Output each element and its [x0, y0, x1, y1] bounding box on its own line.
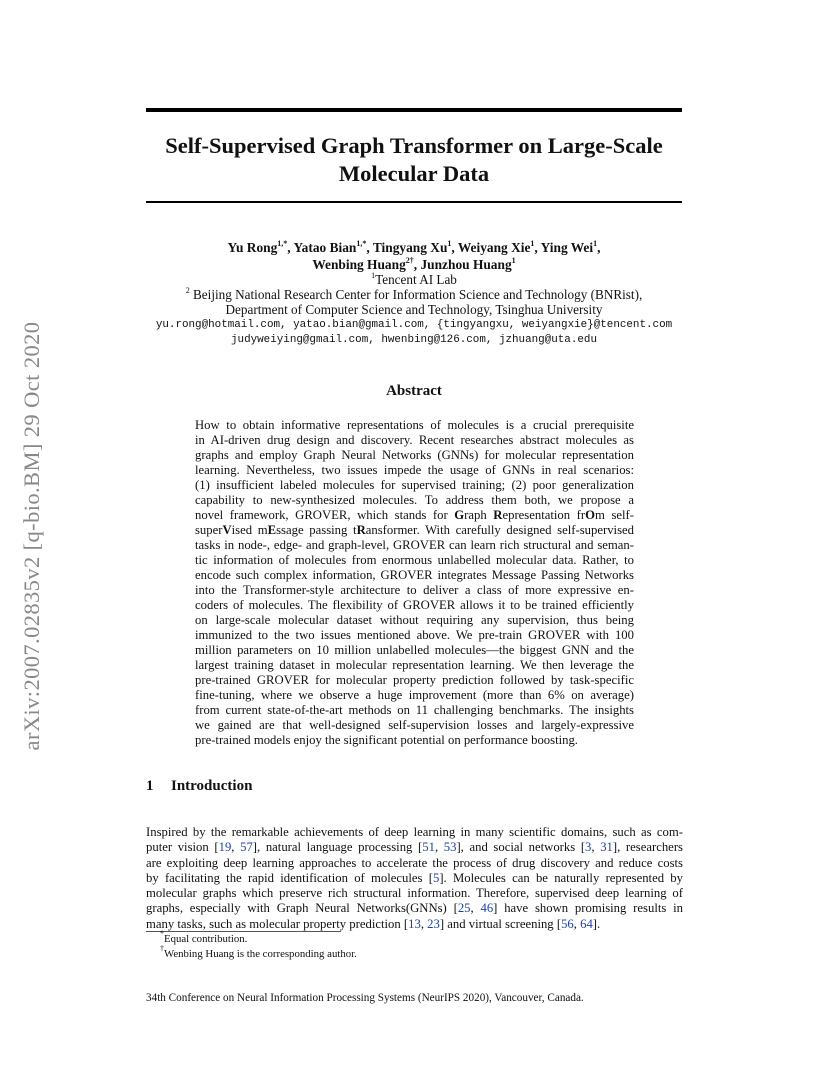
citation-link[interactable]: 3 [585, 840, 592, 855]
abstract-line: from current state-of-the-art methods on 11 challenging benchmarks. The insights [195, 703, 634, 717]
title-rule-bottom [146, 201, 682, 203]
abstract-line: tasks in node-, edge- and graph-level, GROVER can learn rich structural and seman- [195, 538, 634, 552]
author-emails-line-2: judyweiying@gmail.com, hwenbing@126.com, jzhuang@uta.edu [231, 334, 597, 346]
abstract-line: novel framework, GROVER, which stands for Graph Representation frOm self- [195, 508, 634, 522]
abstract-line: into the Transformer-style architecture to deliver a class of more expressive en- [195, 583, 634, 597]
citation-link[interactable]: 5 [432, 870, 440, 885]
author-affiliation-mark: 1,* [277, 238, 288, 248]
acronym-letter: E [267, 523, 277, 537]
citation-link[interactable]: 31 [600, 840, 613, 855]
abstract-line: superVised mEssage passing tRansformer. With carefully designed self-supervised [195, 523, 634, 537]
abstract-line: tic information of molecules from enormous unlabelled molecular data. Rather, to [195, 553, 634, 567]
abstract-line: coders of molecules. The flexibility of GROVER allows it to be trained efficiently [195, 598, 634, 612]
abstract-line: (1) insufficient labeled molecules for supervised training; (2) poor generalization [195, 478, 634, 492]
title-line-1: Self-Supervised Graph Transformer on Large-Scale [165, 133, 663, 158]
author-name: Wenbing Huang [312, 257, 406, 272]
author-line-2: Wenbing Huang$^{2\dagger}$, Junzhou Huang$^1$ [312, 255, 516, 272]
author-list [120, 239, 708, 273]
abstract-line: pre-trained models enjoy the significant potential on performance boosting. [195, 733, 578, 747]
introduction-line: puter vision [19, 57], natural language processing [51, 53], and social networks [3, 31], researchers [146, 840, 683, 855]
citation-link[interactable]: 51 [422, 840, 435, 855]
abstract-line: in AI-driven drug design and discovery. Recent researches abstract molecules as [195, 433, 634, 447]
affiliation-name: Beijing National Research Center for Information Science and Technology (BNRist), [193, 287, 643, 302]
affiliation-2-line-2: Department of Computer Science and Technology, Tsinghua University [225, 302, 603, 317]
abstract-line: million parameters on 10 million unlabelled molecules—the biggest GNN and the [195, 643, 634, 657]
introduction-line: many tasks, such as molecular property prediction [13, 23] and virtual screening [56, 64]. [146, 916, 601, 931]
citation-link[interactable]: 19 [218, 840, 232, 855]
abstract-line: graphs and employ Graph Neural Networks (GNNs) for molecular representation [195, 448, 634, 462]
author-name: Yatao Bian [293, 240, 357, 255]
abstract-line: capability to new-synthesized molecules. To address them both, we propose a [195, 493, 634, 507]
footnote-corresponding-author [160, 944, 357, 961]
acronym-letter: R [493, 508, 503, 522]
citation-link[interactable]: 64 [580, 916, 593, 931]
affiliation-mark: 1 [371, 270, 376, 280]
arxiv-identifier: arXiv:2007.02835v2 [q-bio.BM] 29 Oct 2020 [19, 321, 44, 751]
section-title: Introduction [171, 778, 253, 794]
citation-link[interactable]: 25 [457, 901, 471, 916]
section-heading-introduction [146, 778, 252, 795]
author-name: Junzhou Huang [420, 257, 512, 272]
author-name: Weiyang Xie [457, 240, 531, 255]
footnote-mark: * [160, 929, 164, 939]
introduction-line: are exploiting deep learning approaches to accelerate the process of drug discovery and reduce costs [146, 855, 683, 870]
author-affiliation-mark: 2† [405, 255, 414, 265]
abstract-line: learning. Nevertheless, two issues impede the usage of GNNs in real scenarios: [195, 463, 634, 477]
title-line-2: Molecular Data [338, 161, 490, 186]
abstract-heading: Abstract [386, 383, 442, 399]
footnote-text: Equal contribution. [164, 933, 248, 945]
section-number: 1 [146, 778, 154, 794]
citation-link[interactable]: 57 [240, 840, 253, 855]
introduction-line: by facilitating the rapid identification of molecules [5]. Molecules can be naturally represented by [146, 870, 683, 885]
introduction-line: Inspired by the remarkable achievements of deep learning in many scientific domains, such as com- [146, 825, 683, 839]
abstract-line: fine-tuning, where we observe a huge improvement (more than 6% on average) [195, 688, 634, 702]
affiliation-1 [120, 272, 708, 287]
abstract-line: we gained are that well-designed self-supervision losses and largely-expressive [195, 718, 634, 732]
affiliation-name: Tencent AI Lab [375, 272, 457, 287]
affiliation-mark: 2 [185, 285, 190, 295]
acronym-letter: O [585, 508, 596, 522]
citation-link[interactable]: 13 [408, 916, 421, 931]
acronym-letter: R [356, 523, 366, 537]
author-line-1: Yu Rong$^{1,*}$, Yatao Bian$^{1,*}$, Tingyang Xu$^1$, Weiyang Xie$^1$, Ying Wei$^1$, [227, 238, 601, 255]
abstract-line: pre-trained GROVER for molecular property prediction followed by task-specific [195, 673, 634, 687]
author-affiliation-mark: 1,* [356, 238, 367, 248]
acronym-letter: G [454, 508, 465, 522]
introduction-line: molecular graphs which preserve rich structural information. Therefore, supervised deep learning of [146, 886, 683, 901]
author-name: Tingyang Xu [372, 240, 448, 255]
citation-link[interactable]: 56 [561, 916, 574, 931]
acronym-letter: V [222, 523, 232, 537]
conference-footer: 34th Conference on Neural Information Processing Systems (NeurIPS 2020), Vancouver, Canada. [146, 992, 584, 1004]
author-emails-line-1: yu.rong@hotmail.com, yatao.bian@gmail.com, {tingyangxu, weiyangxie}@tencent.com [155, 319, 673, 331]
footnote-equal-contribution [160, 929, 248, 946]
author-name: Ying Wei [540, 240, 594, 255]
abstract-line: largest training dataset in molecular representation learning. We then leverage the [195, 658, 634, 672]
author-affiliation-mark: 1 [530, 238, 535, 248]
author-name: Yu Rong [227, 240, 278, 255]
footnote-mark: † [160, 944, 164, 954]
introduction-line: graphs, especially with Graph Neural Networks(GNNs) [25, 46] have shown promising results in [146, 901, 683, 916]
footnote-rule [146, 931, 341, 932]
abstract-line: on large-scale molecular dataset without requiring any supervision, thus being [195, 613, 634, 627]
abstract-line: immunized to the two issues mentioned above. We pre-train GROVER with 100 [195, 628, 634, 642]
footnote-text: Wenbing Huang is the corresponding author. [164, 948, 357, 960]
abstract-line: How to obtain informative representations of molecules is a crucial prerequisite [195, 418, 634, 432]
abstract-line: encode such complex information, GROVER integrates Message Passing Networks [195, 568, 634, 582]
introduction-body [146, 825, 683, 932]
author-affiliation-mark: 1 [593, 238, 598, 248]
paper-title [120, 132, 708, 188]
title-rule-top [146, 108, 682, 112]
author-affiliation-mark: 1 [511, 255, 516, 265]
abstract-body [195, 418, 634, 748]
citation-link[interactable]: 46 [480, 901, 494, 916]
citation-link[interactable]: 53 [443, 840, 457, 855]
citation-link[interactable]: 23 [427, 916, 440, 931]
author-affiliation-mark: 1 [447, 238, 452, 248]
affiliation-2-line-1 [120, 287, 708, 302]
